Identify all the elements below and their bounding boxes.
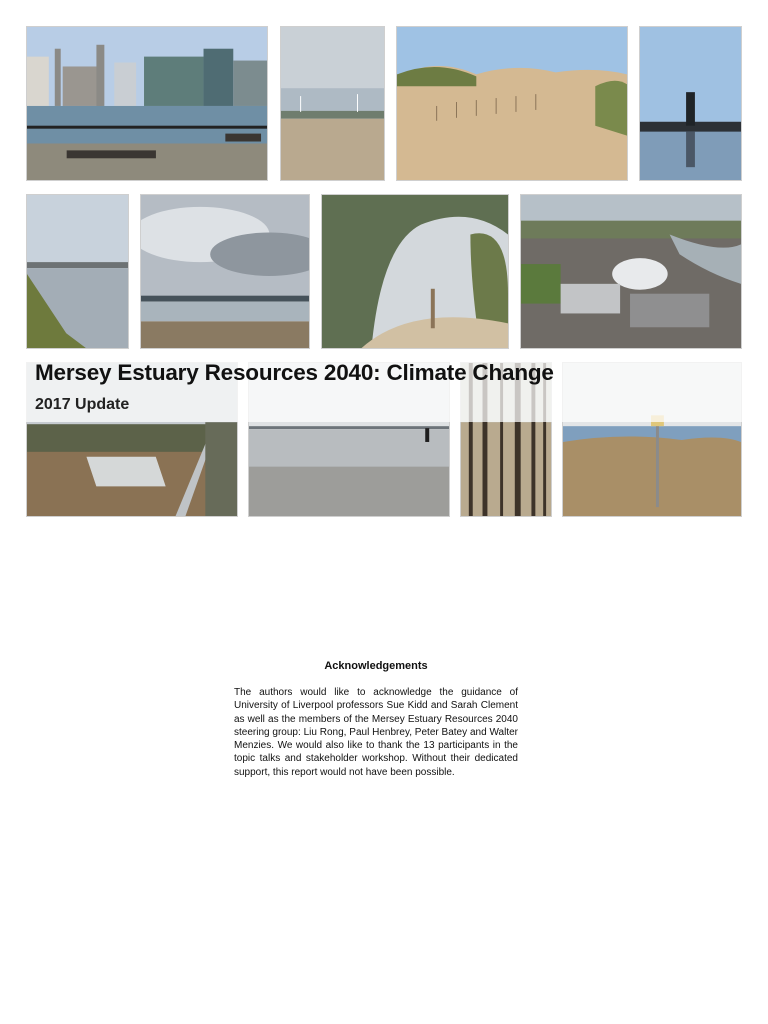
acknowledgements-heading: Acknowledgements [324,660,428,672]
photo-liverpool-waterfront [26,26,268,181]
photo-estuary-shore [26,194,129,349]
photo-sand-dunes-fence [396,26,628,181]
page-subtitle: 2017 Update [35,396,130,413]
page-title: Mersey Estuary Resources 2040: Climate Change [35,360,554,385]
photo-pier-tower [639,26,742,181]
photo-windfarm-coast [280,26,385,181]
photo-dune-path-arch [321,194,509,349]
photo-cloudy-beach [140,194,310,349]
acknowledgements-body: The authors would like to acknowledge the guidance of University of Liverpool professors Sue Kidd and Sarah Clement as well as the members of the Mersey Estuary Resources 2040 steering group: Liu Rong, Paul Henbrey, Peter Batey and Walter Menzies. We would also like to thank the 13 participants in the topic talks and stakeholder workshop. Without their dedicated support, this report would not have been possible. [234,687,518,778]
photo-industrial-aerial [520,194,742,349]
